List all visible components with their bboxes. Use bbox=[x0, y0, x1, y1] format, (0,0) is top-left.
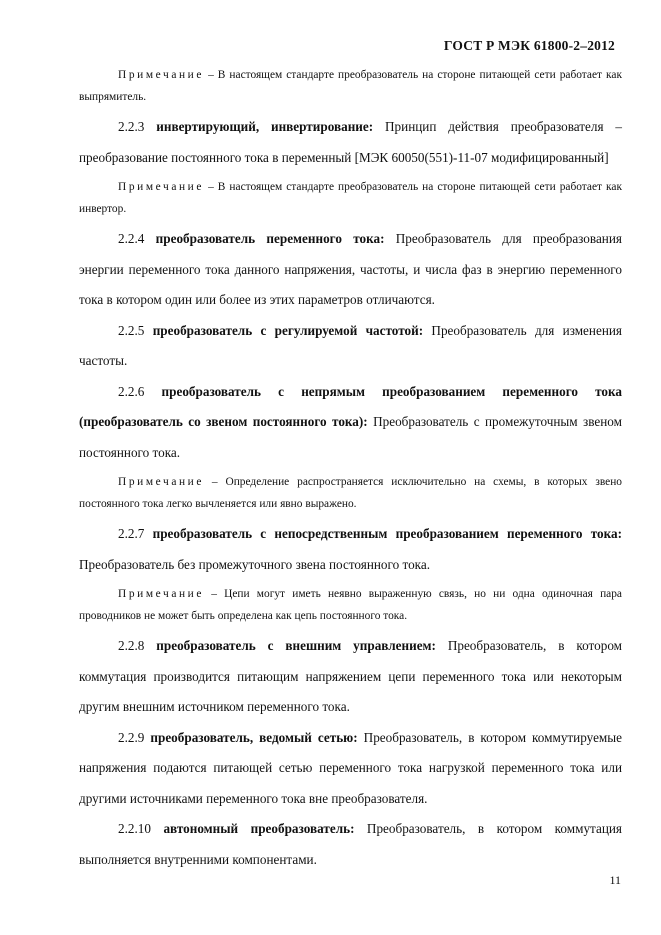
term-title: преобразователь переменного тока: bbox=[155, 231, 385, 246]
term-2-2-8: 2.2.8 преобразователь с внешним управлением: Преобразователь, в котором коммутация производится питающим напряжением цепи переменного тока или некоторым другим внешним источником переменного тока. bbox=[79, 638, 623, 714]
page-number: 11 bbox=[609, 873, 621, 887]
term-title: преобразователь с непрямым преобразованием переменного тока (преобразователь со звеном постоянного тока): bbox=[79, 383, 622, 429]
note-label: Примечание bbox=[118, 69, 205, 81]
note-2: Примечание – В настоящем стандарте преобразователь на стороне питающей сети работает как инвертор. bbox=[79, 181, 622, 215]
term-title: автономный преобразователь: bbox=[163, 821, 355, 836]
note-3: Примечание – Определение распространяется исключительно на схемы, в которых звено постоянного тока легко вычленяется или явно выражено. bbox=[79, 476, 622, 510]
term-2-2-3: 2.2.3 инвертирующий, инвертирование: Принцип действия преобразователя – преобразование постоянного тока в переменный [МЭК 60050(551)-11-07 модифицированный] bbox=[79, 119, 623, 165]
term-title: преобразователь с регулируемой частотой: bbox=[152, 322, 424, 338]
term-2-2-4: 2.2.4 преобразователь переменного тока: Преобразователь для преобразования энергии переменного тока данного напряжения, частоты, и числа фаз в энергию переменного тока в котором один или более из этих параметров отличаются. bbox=[79, 231, 622, 307]
term-2-2-7: 2.2.7 преобразователь с непосредственным преобразованием переменного тока: Преобразователь без промежуточного звена постоянного тока. bbox=[79, 526, 622, 572]
note-4: Примечание – Цепи могут иметь неявно выраженную связь, но ни одна одиночная пара проводников не может быть определена как цепь постоянного тока. bbox=[79, 588, 622, 622]
document-body bbox=[79, 61, 622, 875]
term-title: преобразователь, ведомый сетью: bbox=[150, 729, 358, 745]
term-2-2-6: 2.2.6 преобразователь с непрямым преобразованием переменного тока (преобразователь со звеном постоянного тока): Преобразователь с промежуточным звеном постоянного тока. bbox=[79, 383, 622, 460]
standard-header: ГОСТ Р МЭК 61800-2–2012 bbox=[443, 38, 615, 53]
note-label: Примечание bbox=[118, 588, 205, 600]
term-title: преобразователь с внешним управлением: bbox=[156, 638, 436, 653]
term-2-2-5: 2.2.5 преобразователь с регулируемой частотой: Преобразователь для изменения частоты. bbox=[79, 322, 623, 368]
note-1: Примечание – В настоящем стандарте преобразователь на стороне питающей сети работает как выпрямитель. bbox=[79, 69, 622, 103]
term-title: преобразователь с непосредственным преобразованием переменного тока: bbox=[152, 526, 622, 541]
term-2-2-10: 2.2.10 автономный преобразователь: Преобразователь, в котором коммутация выполняется внутренними компонентами. bbox=[79, 821, 623, 867]
note-label: Примечание bbox=[118, 181, 205, 193]
term-2-2-9: 2.2.9 преобразователь, ведомый сетью: Преобразователь, в котором коммутируемые напряжения подаются питающей сетью переменного тока нагрузкой переменного тока или другими источниками переменного тока вне преобразователя. bbox=[79, 729, 622, 806]
term-title: инвертирующий, инвертирование: bbox=[156, 119, 374, 134]
note-label: Примечание bbox=[118, 476, 205, 488]
